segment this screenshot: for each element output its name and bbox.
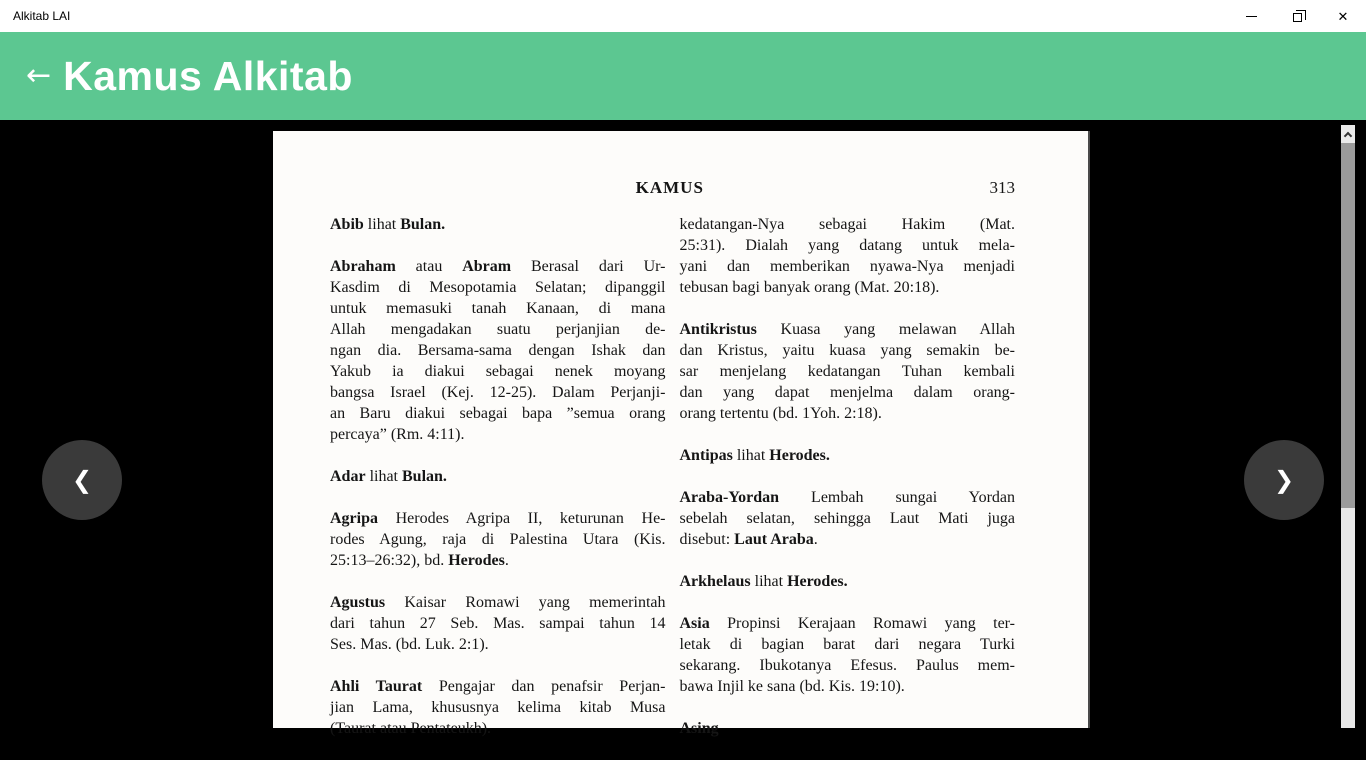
- dictionary-entry: [680, 613, 1016, 697]
- entry-line: kedatangan-Nya sebagai Hakim (Mat.: [679, 216, 1015, 233]
- entry-line: Asing: [679, 720, 719, 737]
- restore-button[interactable]: [1274, 0, 1320, 32]
- entry-line: Arkhelaus lihat Herodes.: [679, 573, 848, 590]
- dictionary-entry: [680, 319, 1016, 424]
- entry-line: orang tertentu (bd. 1Yoh. 2:18).: [679, 405, 882, 422]
- entry-line: Ahli Taurat Pengajar dan penafsir Perjan-: [330, 678, 666, 695]
- entry-line: Antikristus Kuasa yang melawan Allah: [679, 321, 1015, 338]
- entry-line: bangsa Israel (Kej. 12-25). Dalam Perjanji-: [330, 384, 666, 401]
- dictionary-entry: [330, 676, 666, 739]
- text-columns: [330, 214, 1015, 760]
- back-button[interactable]: ←: [26, 58, 52, 93]
- page-header: [330, 178, 1015, 200]
- entry-line: Agustus Kaisar Romawi yang memerintah: [330, 594, 666, 611]
- dictionary-entry: [680, 487, 1016, 550]
- caption-buttons: [1228, 0, 1366, 32]
- entry-line: Abib lihat Bulan.: [330, 216, 446, 233]
- dictionary-entry: [330, 466, 666, 487]
- entry-line: Agripa Herodes Agripa II, keturunan He-: [330, 510, 666, 527]
- dictionary-entry: [680, 571, 1016, 592]
- dictionary-entry: [330, 508, 666, 571]
- entry-line: untuk memasuki tanah Kanaan, di mana: [330, 300, 666, 317]
- previous-page-button[interactable]: [42, 440, 122, 520]
- minimize-icon: [1246, 16, 1257, 17]
- entry-line: sar menjelang kedatangan Tuhan kembali: [679, 363, 1015, 380]
- chevron-right-icon: ❯: [1273, 466, 1295, 494]
- entry-line: disebut: Laut Araba.: [679, 531, 818, 548]
- entry-line: yani dan memberikan nyawa-Nya menjadi: [679, 258, 1015, 275]
- scrollbar-thumb[interactable]: [1341, 143, 1355, 508]
- titlebar: [0, 0, 1366, 32]
- entry-line: Kasdim di Mesopotamia Selatan; dipanggil: [330, 279, 666, 296]
- entry-line: an Baru diakui sebagai bapa ”semua orang: [330, 405, 666, 422]
- scrollbar[interactable]: [1341, 125, 1355, 728]
- entry-line: sekarang. Ibukotanya Efesus. Paulus mem-: [679, 657, 1015, 674]
- entry-line: dan yang dapat menjelma dalam orang-: [679, 384, 1015, 401]
- entry-line: Allah mengadakan suatu perjanjian de-: [330, 321, 666, 338]
- entry-line: Araba-Yordan Lembah sungai Yordan: [679, 489, 1015, 506]
- entry-line: 25:13–26:32), bd. Herodes.: [330, 552, 509, 569]
- left-column: [330, 214, 666, 760]
- dictionary-entry: [680, 214, 1016, 298]
- chevron-up-icon: [1344, 131, 1352, 139]
- content-area: [0, 120, 1366, 737]
- entry-line: percaya” (Rm. 4:11).: [330, 426, 465, 443]
- entry-line: Asia Propinsi Kerajaan Romawi yang ter-: [679, 615, 1015, 632]
- entry-line: ngan dia. Bersama-sama dengan Ishak dan: [330, 342, 666, 359]
- entry-line: letak di bagian barat dari negara Turki: [679, 636, 1015, 653]
- dictionary-entry: [330, 592, 666, 655]
- entry-line: Yakub ia diakui sebagai nenek moyang: [330, 363, 666, 380]
- dictionary-entry: [330, 214, 666, 235]
- entry-line: Adar lihat Bulan.: [330, 468, 447, 485]
- entry-line: tebusan bagi banyak orang (Mat. 20:18).: [679, 279, 940, 296]
- entry-line: dari tahun 27 Seb. Mas. sampai tahun 14: [330, 615, 666, 632]
- next-page-button[interactable]: [1244, 440, 1324, 520]
- chevron-left-icon: ❮: [71, 466, 93, 494]
- entry-line: rodes Agung, raja di Palestina Utara (Kis.: [330, 531, 666, 548]
- minimize-button[interactable]: [1228, 0, 1274, 32]
- dictionary-entry: [680, 445, 1016, 466]
- dictionary-entry: [330, 256, 666, 445]
- entry-line: dan Kristus, yaitu kuasa yang semakin be-: [679, 342, 1015, 359]
- restore-icon: [1293, 13, 1302, 22]
- close-icon: ✕: [1337, 8, 1349, 24]
- entry-line: jian Lama, khususnya kelima kitab Musa: [330, 699, 666, 716]
- entry-line: sebelah selatan, sehingga Laut Mati juga: [679, 510, 1015, 527]
- entry-line: Antipas lihat Herodes.: [679, 447, 830, 464]
- entry-line: bawa Injil ke sana (bd. Kis. 19:10).: [679, 678, 905, 695]
- entry-line: (Taurat atau Pentateukh).: [330, 720, 492, 737]
- entry-line: Ses. Mas. (bd. Luk. 2:1).: [330, 636, 489, 653]
- entry-line: Abraham atau Abram Berasal dari Ur-: [330, 258, 666, 275]
- close-button[interactable]: [1320, 0, 1366, 32]
- page-header-title: KAMUS: [635, 178, 704, 197]
- app-header: [0, 32, 1366, 120]
- window-title: Alkitab LAI: [13, 9, 71, 23]
- dictionary-page: [273, 131, 1090, 737]
- right-column: [680, 214, 1016, 760]
- entry-line: 25:31). Dialah yang datang untuk mela-: [679, 237, 1015, 254]
- app-header-title: Kamus Alkitab: [63, 52, 353, 99]
- page-number: 313: [989, 178, 1015, 197]
- dictionary-entry: [680, 718, 1016, 739]
- scroll-up-button[interactable]: [1341, 125, 1355, 143]
